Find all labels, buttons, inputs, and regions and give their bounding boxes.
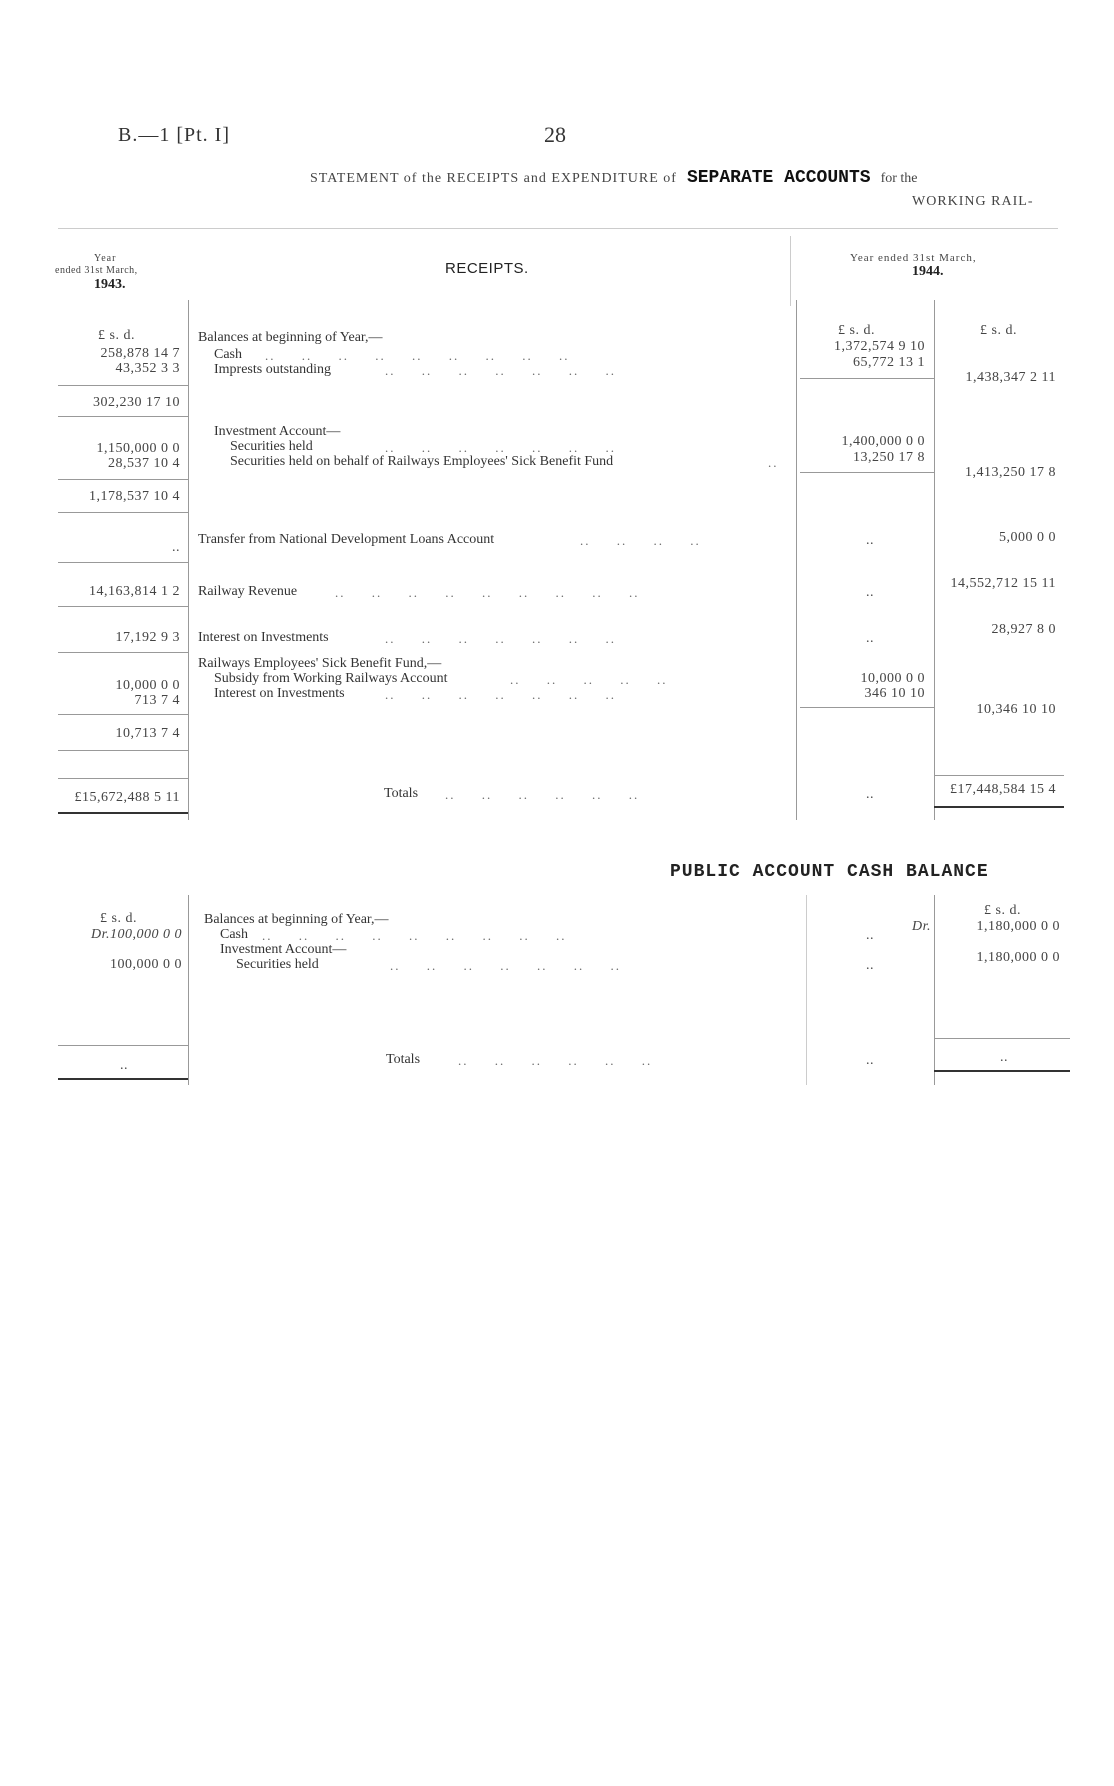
dot-leader: .. .. .. .. .. .. ..: [385, 363, 616, 378]
pa-cash-dr: Dr.: [912, 919, 932, 934]
subtotal-rule: [58, 479, 188, 480]
sick-fund-heading: Railways Employees' Sick Benefit Fund,—: [198, 656, 442, 671]
left-col-header-2: ended 31st March,: [55, 265, 138, 276]
interest-mid: ..: [866, 631, 874, 646]
pa-currency-left: £ s. d.: [100, 911, 137, 926]
col-divider-left: [188, 300, 189, 820]
railway-revenue-label: Railway Revenue: [198, 584, 298, 599]
pa-securities-mid: ..: [866, 958, 874, 973]
pa-totals-double-rule: [934, 1070, 1070, 1072]
totals-rule: [934, 775, 1064, 776]
document-reference: B.—1 [Pt. I]: [118, 124, 230, 146]
public-account-title: PUBLIC ACCOUNT CASH BALANCE: [670, 862, 989, 882]
title-suffix: for the: [880, 171, 918, 186]
interest-prev: 17,192 9 3: [115, 630, 180, 645]
sick-interest-curr: 346 10 10: [864, 686, 925, 701]
col-divider-mid: [796, 300, 797, 820]
subsidy-curr: 10,000 0 0: [860, 671, 925, 686]
cash-curr: 1,372,574 9 10: [834, 339, 925, 354]
investment-curr-total: 1,413,250 17 8: [965, 465, 1056, 480]
balances-prev-total: 302,230 17 10: [93, 395, 180, 410]
pa-totals-curr: ..: [1000, 1050, 1008, 1065]
title-prefix: STATEMENT of the RECEIPTS and EXPENDITURE of: [310, 171, 677, 186]
dot-leader: .. .. .. .. .. .. .. .. ..: [265, 348, 570, 363]
statement-title: [310, 168, 918, 188]
sick-interest-label: Interest on Investments: [214, 686, 345, 701]
dot-leader: .. .. .. .. .. .. ..: [390, 958, 621, 973]
subtotal-rule: [800, 472, 934, 473]
securities-sick-fund-label: Securities held on behalf of Railways Employees' Sick Benefit Fund: [230, 454, 614, 469]
totals-curr: £17,448,584 15 4: [950, 782, 1056, 797]
pa-currency-right: £ s. d.: [984, 903, 1021, 918]
pa-totals-mid: ..: [866, 1053, 874, 1068]
railway-revenue-mid: ..: [866, 585, 874, 600]
pa-securities-label: Securities held: [236, 957, 319, 972]
investment-prev-total: 1,178,537 10 4: [89, 489, 180, 504]
imprests-curr: 65,772 13 1: [853, 355, 925, 370]
currency-header-right-b: £ s. d.: [980, 323, 1017, 338]
securities-held-prev: 1,150,000 0 0: [96, 441, 180, 456]
pa-totals-label: Totals: [386, 1052, 421, 1067]
title-line-2: WORKING RAIL-: [912, 194, 1034, 209]
dot-leader: .. .. .. .. .. .. .. .. ..: [262, 928, 567, 943]
securities-sick-fund-curr: 13,250 17 8: [853, 450, 925, 465]
sick-fund-prev-total: 10,713 7 4: [115, 726, 180, 741]
subtotal-rule: [800, 378, 934, 379]
securities-sick-fund-prev: 28,537 10 4: [108, 456, 180, 471]
left-col-year: 1943.: [94, 277, 126, 292]
imprests-prev: 43,352 3 3: [115, 361, 180, 376]
subtotal-rule: [800, 707, 934, 708]
dot-leader: ..: [768, 455, 779, 470]
col-divider-header: [790, 236, 791, 306]
transfer-curr: 5,000 0 0: [999, 530, 1056, 545]
subtotal-rule: [58, 416, 188, 417]
title-bold: SEPARATE ACCOUNTS: [686, 168, 871, 188]
right-col-header: Year ended 31st March,: [850, 252, 977, 264]
securities-held-curr: 1,400,000 0 0: [841, 434, 925, 449]
page-number: 28: [544, 122, 566, 147]
cash-label: Cash: [214, 347, 242, 362]
col-divider-left: [188, 895, 189, 1085]
balances-heading: Balances at beginning of Year,—: [198, 330, 383, 345]
pa-cash-label: Cash: [220, 927, 248, 942]
dot-leader: .. .. .. .. .. .. .. .. ..: [335, 585, 640, 600]
dot-leader: .. .. .. .. .. .. ..: [385, 440, 616, 455]
interest-label: Interest on Investments: [198, 630, 329, 645]
sick-interest-prev: 713 7 4: [134, 693, 180, 708]
transfer-prev: ..: [172, 540, 180, 555]
dot-leader: .. .. .. .. .. ..: [445, 787, 640, 802]
dot-leader: .. .. .. .. ..: [510, 672, 668, 687]
subtotal-rule: [58, 562, 188, 563]
currency-header-right-a: £ s. d.: [838, 323, 875, 338]
pa-totals-rule: [58, 1045, 188, 1046]
dot-leader: .. .. .. .. .. .. ..: [385, 631, 616, 646]
right-col-year: 1944.: [912, 264, 944, 279]
cash-prev: 258,878 14 7: [100, 346, 180, 361]
pa-investment-heading: Investment Account—: [220, 942, 347, 957]
balances-curr-total: 1,438,347 2 11: [965, 370, 1056, 385]
subtotal-rule: [58, 750, 188, 751]
subtotal-rule: [58, 512, 188, 513]
subsidy-label: Subsidy from Working Railways Account: [214, 671, 448, 686]
col-divider-mid: [806, 895, 807, 1085]
totals-label: Totals: [384, 786, 419, 801]
subsidy-prev: 10,000 0 0: [115, 678, 180, 693]
subtotal-rule: [58, 714, 188, 715]
dot-leader: .. .. .. .. .. .. ..: [385, 687, 616, 702]
totals-prev: £15,672,488 5 11: [74, 790, 180, 805]
receipts-header: RECEIPTS.: [445, 260, 529, 277]
subtotal-rule: [58, 606, 188, 607]
col-divider-right: [934, 895, 935, 1085]
securities-held-label: Securities held: [230, 439, 313, 454]
dot-leader: .. .. .. ..: [580, 533, 701, 548]
pa-cash-prev: Dr.100,000 0 0: [90, 927, 182, 942]
interest-curr: 28,927 8 0: [991, 622, 1056, 637]
currency-header-left: £ s. d.: [98, 328, 135, 343]
totals-double-rule: [58, 812, 188, 814]
left-col-header-1: Year: [94, 253, 117, 264]
subtotal-rule: [58, 385, 188, 386]
col-divider-right: [934, 300, 935, 820]
sick-fund-curr-total: 10,346 10 10: [976, 702, 1056, 717]
imprests-label: Imprests outstanding: [214, 362, 332, 377]
railway-revenue-curr: 14,552,712 15 11: [950, 576, 1056, 591]
dot-leader: .. .. .. .. .. ..: [458, 1053, 653, 1068]
totals-double-rule: [934, 806, 1064, 808]
header-top-rule: [58, 228, 1058, 229]
totals-mid: ..: [866, 787, 874, 802]
transfer-label: Transfer from National Development Loans Account: [198, 532, 495, 547]
pa-securities-prev: 100,000 0 0: [110, 957, 182, 972]
pa-securities-curr: 1,180,000 0 0: [976, 950, 1060, 965]
transfer-mid: ..: [866, 533, 874, 548]
pa-totals-prev: ..: [120, 1058, 128, 1073]
railway-revenue-prev: 14,163,814 1 2: [89, 584, 180, 599]
pa-balances-heading: Balances at beginning of Year,—: [204, 912, 389, 927]
pa-cash-curr: 1,180,000 0 0: [976, 919, 1060, 934]
investment-heading: Investment Account—: [214, 424, 341, 439]
pa-totals-rule: [934, 1038, 1070, 1039]
subtotal-rule: [58, 652, 188, 653]
totals-rule: [58, 778, 188, 779]
pa-totals-double-rule: [58, 1078, 188, 1080]
pa-cash-mid: ..: [866, 928, 874, 943]
